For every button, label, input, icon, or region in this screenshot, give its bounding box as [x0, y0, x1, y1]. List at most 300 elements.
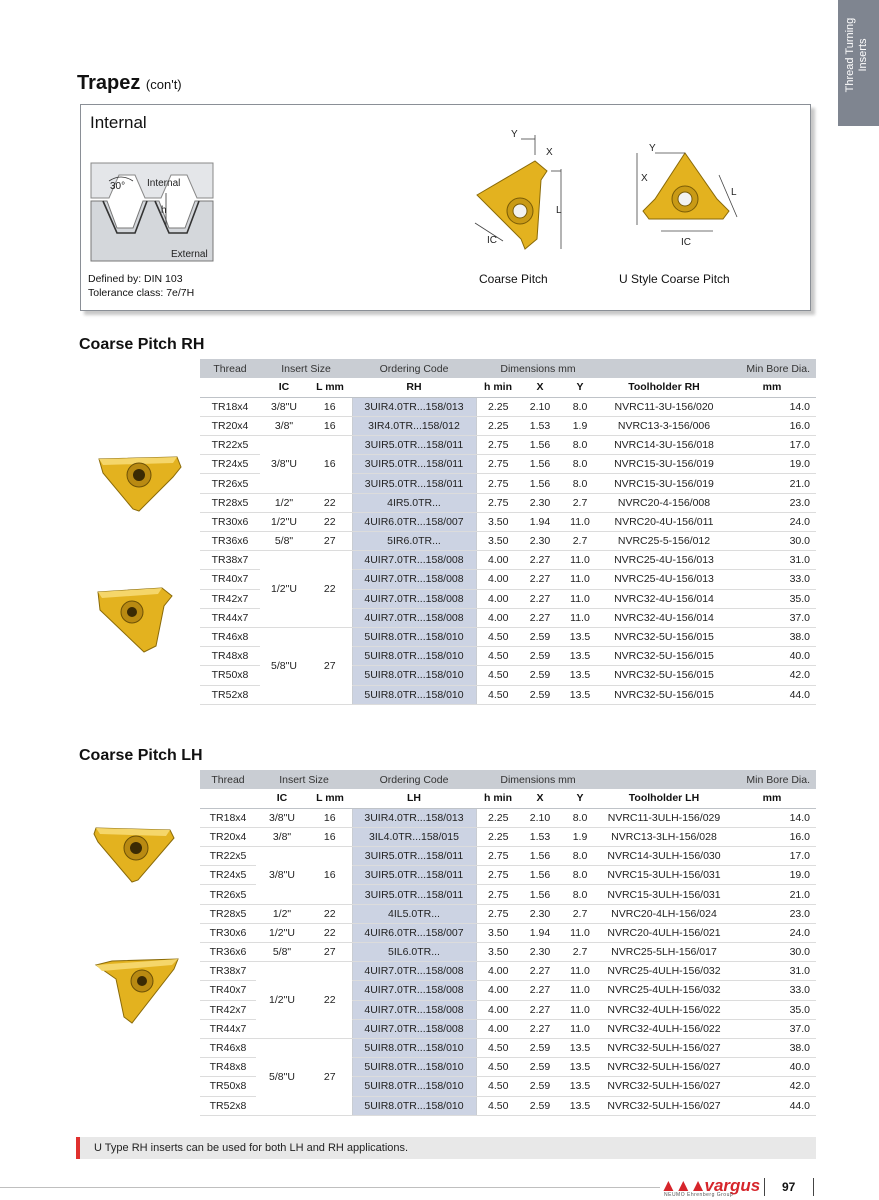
- ordering-code-cell: 4UIR7.0TR...158/008: [352, 1019, 476, 1038]
- h-min-cell: 3.50: [476, 512, 520, 531]
- toolholder-cell: NVRC32-5U-156/015: [600, 627, 728, 646]
- ordering-code-cell: 4UIR6.0TR...158/007: [352, 923, 476, 942]
- toolholder-cell: NVRC20-4ULH-156/021: [600, 923, 728, 942]
- x-cell: 2.30: [520, 493, 560, 512]
- ic-cell: 3/8": [256, 827, 308, 846]
- ordering-code-cell: 5UIR8.0TR...158/010: [352, 666, 476, 685]
- thread-cell: TR40x7: [200, 981, 256, 1000]
- x-cell: 1.56: [520, 866, 560, 885]
- header-thread: Thread: [200, 770, 256, 789]
- x-cell: 2.27: [520, 981, 560, 1000]
- min-bore-cell: 40.0: [728, 647, 816, 666]
- y-cell: 11.0: [560, 923, 600, 942]
- l-cell: 16: [308, 436, 352, 494]
- h-min-cell: 4.00: [476, 981, 520, 1000]
- h-min-cell: 4.50: [476, 1077, 520, 1096]
- y-cell: 11.0: [560, 1019, 600, 1038]
- footer-divider-2: [813, 1178, 814, 1196]
- header-toolholder: Toolholder RH: [600, 378, 728, 397]
- definition-text: [88, 272, 194, 300]
- ordering-code-cell: 5IR6.0TR...: [352, 532, 476, 551]
- page-number: 97: [782, 1180, 796, 1194]
- rh-section-title: Coarse Pitch RH: [79, 336, 205, 353]
- thread-cell: TR38x7: [200, 551, 260, 570]
- coarse-pitch-insert-drawing: [465, 125, 577, 255]
- toolholder-cell: NVRC11-3ULH-156/029: [600, 808, 728, 827]
- ic-cell: 3/8"U: [256, 847, 308, 905]
- thread-cell: TR50x8: [200, 1077, 256, 1096]
- min-bore-cell: 17.0: [728, 847, 816, 866]
- ordering-code-cell: 4IL5.0TR...: [352, 904, 476, 923]
- ordering-code-cell: 4UIR7.0TR...158/008: [352, 1000, 476, 1019]
- thread-cell: TR50x8: [200, 666, 260, 685]
- header-y: Y: [560, 789, 600, 808]
- min-bore-cell: 44.0: [728, 1096, 816, 1115]
- l-cell: 16: [308, 416, 352, 435]
- toolholder-cell: NVRC32-5ULH-156/027: [600, 1058, 728, 1077]
- ic-cell: 5/8": [260, 532, 308, 551]
- toolholder-cell: NVRC32-4U-156/014: [600, 589, 728, 608]
- x-cell: 1.56: [520, 455, 560, 474]
- thread-cell: TR38x7: [200, 962, 256, 981]
- min-bore-cell: 31.0: [728, 962, 816, 981]
- toolholder-cell: NVRC15-3U-156/019: [600, 455, 728, 474]
- internal-panel: [80, 104, 811, 311]
- header-row-1: [200, 770, 816, 789]
- toolholder-cell: NVRC32-5ULH-156/027: [600, 1038, 728, 1057]
- h-min-cell: 4.50: [476, 666, 520, 685]
- h-min-cell: 4.50: [476, 1038, 520, 1057]
- header-l: L mm: [308, 789, 352, 808]
- y-cell: 8.0: [560, 436, 600, 455]
- y-cell: 8.0: [560, 808, 600, 827]
- footnote: U Type RH inserts can be used for both LH and RH applications.: [76, 1137, 816, 1159]
- toolholder-cell: NVRC20-4U-156/011: [600, 512, 728, 531]
- ordering-code-cell: 5IL6.0TR...: [352, 943, 476, 962]
- toolholder-cell: NVRC11-3U-156/020: [600, 397, 728, 416]
- x-cell: 1.94: [520, 923, 560, 942]
- u-dim-y: Y: [649, 143, 656, 154]
- ic-cell: 1/2"U: [256, 923, 308, 942]
- y-cell: 2.7: [560, 493, 600, 512]
- thread-cell: TR30x6: [200, 512, 260, 531]
- x-cell: 2.27: [520, 570, 560, 589]
- min-bore-cell: 38.0: [728, 1038, 816, 1057]
- header-insert-size: Insert Size: [256, 770, 352, 789]
- y-cell: 8.0: [560, 474, 600, 493]
- min-bore-cell: 38.0: [728, 627, 816, 646]
- header-l: L mm: [308, 378, 352, 397]
- ic-cell: 5/8"U: [256, 1038, 308, 1115]
- ordering-code-cell: 3UIR4.0TR...158/013: [352, 808, 476, 827]
- min-bore-cell: 17.0: [728, 436, 816, 455]
- ordering-code-cell: 4UIR6.0TR...158/007: [352, 512, 476, 531]
- toolholder-cell: NVRC32-4ULH-156/022: [600, 1000, 728, 1019]
- y-cell: 11.0: [560, 570, 600, 589]
- min-bore-cell: 35.0: [728, 1000, 816, 1019]
- header-mm: mm: [728, 789, 816, 808]
- title-sub: (con't): [145, 77, 182, 92]
- x-cell: 2.59: [520, 1096, 560, 1115]
- h-min-cell: 2.25: [476, 397, 520, 416]
- min-bore-cell: 42.0: [728, 1077, 816, 1096]
- y-cell: 11.0: [560, 1000, 600, 1019]
- thread-cell: TR44x7: [200, 1019, 256, 1038]
- header-y: Y: [560, 378, 600, 397]
- header-ic: IC: [256, 789, 308, 808]
- ordering-code-cell: 3UIR5.0TR...158/011: [352, 847, 476, 866]
- y-cell: 2.7: [560, 532, 600, 551]
- h-min-cell: 2.75: [476, 885, 520, 904]
- min-bore-cell: 42.0: [728, 666, 816, 685]
- x-cell: 2.10: [520, 397, 560, 416]
- header-blank: [600, 770, 728, 789]
- x-cell: 2.27: [520, 962, 560, 981]
- thread-cell: TR52x8: [200, 685, 260, 704]
- l-cell: 16: [308, 808, 352, 827]
- toolholder-cell: NVRC25-5LH-156/017: [600, 943, 728, 962]
- table-row: [200, 827, 816, 846]
- header-insert-size: Insert Size: [260, 359, 352, 378]
- thread-cell: TR28x5: [200, 904, 256, 923]
- h-min-cell: 2.75: [476, 436, 520, 455]
- ordering-code-cell: 3UIR5.0TR...158/011: [352, 885, 476, 904]
- header-hmin: h min: [476, 789, 520, 808]
- thread-cell: TR26x5: [200, 885, 256, 904]
- l-cell: 16: [308, 847, 352, 905]
- dim-x: X: [546, 147, 553, 158]
- header-toolholder: Toolholder LH: [600, 789, 728, 808]
- y-cell: 11.0: [560, 551, 600, 570]
- ordering-code-cell: 4UIR7.0TR...158/008: [352, 570, 476, 589]
- y-cell: 13.5: [560, 1058, 600, 1077]
- l-cell: 27: [308, 943, 352, 962]
- h-min-cell: 4.00: [476, 1019, 520, 1038]
- internal-label: Internal: [147, 178, 181, 189]
- ic-cell: 3/8"U: [256, 808, 308, 827]
- min-bore-cell: 31.0: [728, 551, 816, 570]
- x-cell: 1.53: [520, 827, 560, 846]
- y-cell: 13.5: [560, 666, 600, 685]
- h-min-cell: 2.75: [476, 455, 520, 474]
- ic-cell: 1/2"U: [256, 962, 308, 1039]
- x-cell: 2.59: [520, 1038, 560, 1057]
- thread-cell: TR18x4: [200, 808, 256, 827]
- y-cell: 13.5: [560, 685, 600, 704]
- thread-cell: TR36x6: [200, 532, 260, 551]
- table-row: [200, 551, 816, 570]
- toolholder-cell: NVRC15-3U-156/019: [600, 474, 728, 493]
- toolholder-cell: NVRC32-5ULH-156/027: [600, 1077, 728, 1096]
- min-bore-cell: 21.0: [728, 474, 816, 493]
- header-row-2: [200, 378, 816, 397]
- header-x: X: [520, 789, 560, 808]
- thread-cell: TR42x7: [200, 1000, 256, 1019]
- min-bore-cell: 30.0: [728, 532, 816, 551]
- dim-ic: IC: [487, 235, 497, 246]
- header-blank: [600, 359, 728, 378]
- thread-cell: TR48x8: [200, 647, 260, 666]
- x-cell: 2.59: [520, 1077, 560, 1096]
- external-label: External: [171, 249, 208, 260]
- thread-cell: TR26x5: [200, 474, 260, 493]
- min-bore-cell: 24.0: [728, 923, 816, 942]
- table-row: [200, 923, 816, 942]
- ordering-code-cell: 5UIR8.0TR...158/010: [352, 1058, 476, 1077]
- table-row: [200, 493, 816, 512]
- header-blank: [200, 789, 256, 808]
- ordering-code-cell: 3UIR5.0TR...158/011: [352, 455, 476, 474]
- lh-section-title: Coarse Pitch LH: [79, 747, 203, 764]
- min-bore-cell: 44.0: [728, 685, 816, 704]
- ordering-code-cell: 4UIR7.0TR...158/008: [352, 589, 476, 608]
- ordering-code-cell: 4UIR7.0TR...158/008: [352, 551, 476, 570]
- y-cell: 11.0: [560, 512, 600, 531]
- ic-cell: 3/8": [260, 416, 308, 435]
- x-cell: 2.30: [520, 904, 560, 923]
- h-min-cell: 4.00: [476, 570, 520, 589]
- ordering-code-cell: 3UIR5.0TR...158/011: [352, 436, 476, 455]
- header-ic: IC: [260, 378, 308, 397]
- h-min-cell: 2.25: [476, 827, 520, 846]
- min-bore-cell: 33.0: [728, 570, 816, 589]
- table-row: [200, 397, 816, 416]
- ic-cell: 1/2"U: [260, 551, 308, 628]
- ordering-code-cell: 5UIR8.0TR...158/010: [352, 685, 476, 704]
- header-row-2: [200, 789, 816, 808]
- footer-divider: [764, 1178, 765, 1196]
- y-cell: 2.7: [560, 904, 600, 923]
- table-row: [200, 512, 816, 531]
- toolholder-cell: NVRC32-5U-156/015: [600, 666, 728, 685]
- y-cell: 1.9: [560, 416, 600, 435]
- toolholder-cell: NVRC32-4U-156/014: [600, 608, 728, 627]
- ordering-code-cell: 4UIR7.0TR...158/008: [352, 608, 476, 627]
- l-cell: 27: [308, 532, 352, 551]
- vargus-logo: ▲▲▲vargus: [660, 1176, 761, 1195]
- toolholder-cell: NVRC25-4ULH-156/032: [600, 962, 728, 981]
- thread-cell: TR48x8: [200, 1058, 256, 1077]
- h-min-cell: 3.50: [476, 532, 520, 551]
- thread-cell: TR46x8: [200, 627, 260, 646]
- u-dim-x: X: [641, 173, 648, 184]
- l-cell: 16: [308, 827, 352, 846]
- min-bore-cell: 21.0: [728, 885, 816, 904]
- toolholder-cell: NVRC25-5-156/012: [600, 532, 728, 551]
- toolholder-cell: NVRC25-4ULH-156/032: [600, 981, 728, 1000]
- ordering-code-cell: 3IL4.0TR...158/015: [352, 827, 476, 846]
- x-cell: 1.53: [520, 416, 560, 435]
- x-cell: 1.94: [520, 512, 560, 531]
- thread-profile-diagram: [89, 153, 215, 263]
- table-row: [200, 1038, 816, 1057]
- toolholder-cell: NVRC32-5U-156/015: [600, 647, 728, 666]
- header-ordering-code: Ordering Code: [352, 359, 476, 378]
- min-bore-cell: 14.0: [728, 808, 816, 827]
- header-dimensions: Dimensions mm: [476, 770, 600, 789]
- footer-line: [0, 1187, 660, 1188]
- min-bore-cell: 23.0: [728, 493, 816, 512]
- table-row: [200, 532, 816, 551]
- toolholder-cell: NVRC14-3ULH-156/030: [600, 847, 728, 866]
- lh-table: [200, 770, 816, 1116]
- u-style-insert-drawing: [629, 139, 741, 251]
- thread-cell: TR28x5: [200, 493, 260, 512]
- angle-label: 30°: [110, 181, 126, 192]
- min-bore-cell: 19.0: [728, 455, 816, 474]
- h-label: h: [161, 205, 167, 216]
- h-min-cell: 2.25: [476, 416, 520, 435]
- x-cell: 2.27: [520, 1019, 560, 1038]
- table-row: [200, 847, 816, 866]
- x-cell: 2.30: [520, 943, 560, 962]
- x-cell: 1.56: [520, 847, 560, 866]
- header-min-bore: Min Bore Dia.: [728, 770, 816, 789]
- thread-cell: TR18x4: [200, 397, 260, 416]
- toolholder-cell: NVRC20-4-156/008: [600, 493, 728, 512]
- y-cell: 2.7: [560, 943, 600, 962]
- ic-cell: 3/8"U: [260, 397, 308, 416]
- thread-cell: TR40x7: [200, 570, 260, 589]
- h-min-cell: 2.25: [476, 808, 520, 827]
- ic-cell: 5/8"U: [260, 627, 308, 704]
- rh-insert-icon-2: [92, 584, 177, 654]
- l-cell: 22: [308, 551, 352, 628]
- table-row: [200, 436, 816, 455]
- ordering-code-cell: 4IR5.0TR...: [352, 493, 476, 512]
- l-cell: 22: [308, 512, 352, 531]
- header-mm: mm: [728, 378, 816, 397]
- x-cell: 2.59: [520, 685, 560, 704]
- header-code: RH: [352, 378, 476, 397]
- y-cell: 1.9: [560, 827, 600, 846]
- header-min-bore: Min Bore Dia.: [728, 359, 816, 378]
- l-cell: 16: [308, 397, 352, 416]
- y-cell: 13.5: [560, 647, 600, 666]
- x-cell: 2.27: [520, 551, 560, 570]
- x-cell: 2.59: [520, 627, 560, 646]
- h-min-cell: 2.75: [476, 474, 520, 493]
- thread-cell: TR22x5: [200, 847, 256, 866]
- min-bore-cell: 35.0: [728, 589, 816, 608]
- min-bore-cell: 30.0: [728, 943, 816, 962]
- ordering-code-cell: 5UIR8.0TR...158/010: [352, 1038, 476, 1057]
- ordering-code-cell: 4UIR7.0TR...158/008: [352, 962, 476, 981]
- h-min-cell: 4.50: [476, 685, 520, 704]
- h-min-cell: 4.50: [476, 647, 520, 666]
- x-cell: 1.56: [520, 885, 560, 904]
- h-min-cell: 2.75: [476, 904, 520, 923]
- toolholder-cell: NVRC13-3-156/006: [600, 416, 728, 435]
- ordering-code-cell: 5UIR8.0TR...158/010: [352, 647, 476, 666]
- min-bore-cell: 16.0: [728, 827, 816, 846]
- table-row: [200, 808, 816, 827]
- x-cell: 1.56: [520, 436, 560, 455]
- thread-cell: TR20x4: [200, 416, 260, 435]
- h-min-cell: 2.75: [476, 866, 520, 885]
- ic-cell: 1/2"U: [260, 512, 308, 531]
- min-bore-cell: 23.0: [728, 904, 816, 923]
- lh-insert-icon-1: [92, 822, 177, 884]
- rh-table: [200, 359, 816, 705]
- l-cell: 22: [308, 493, 352, 512]
- h-min-cell: 4.00: [476, 1000, 520, 1019]
- table-row: [200, 627, 816, 646]
- min-bore-cell: 14.0: [728, 397, 816, 416]
- defined-by: Defined by: DIN 103: [88, 273, 183, 285]
- h-min-cell: 3.50: [476, 943, 520, 962]
- page-title: [77, 72, 182, 95]
- min-bore-cell: 37.0: [728, 1019, 816, 1038]
- dim-y: Y: [511, 129, 518, 140]
- brand-name: vargus: [704, 1176, 761, 1195]
- ordering-code-cell: 3UIR5.0TR...158/011: [352, 866, 476, 885]
- ordering-code-cell: 3UIR5.0TR...158/011: [352, 474, 476, 493]
- header-dimensions: Dimensions mm: [476, 359, 600, 378]
- y-cell: 8.0: [560, 885, 600, 904]
- table-row: [200, 943, 816, 962]
- rh-insert-icon-1: [95, 449, 185, 514]
- toolholder-cell: NVRC14-3U-156/018: [600, 436, 728, 455]
- x-cell: 2.27: [520, 589, 560, 608]
- y-cell: 11.0: [560, 981, 600, 1000]
- toolholder-cell: NVRC15-3ULH-156/031: [600, 885, 728, 904]
- toolholder-cell: NVRC20-4LH-156/024: [600, 904, 728, 923]
- thread-cell: TR42x7: [200, 589, 260, 608]
- x-cell: 1.56: [520, 474, 560, 493]
- toolholder-cell: NVRC15-3ULH-156/031: [600, 866, 728, 885]
- thread-cell: TR20x4: [200, 827, 256, 846]
- header-hmin: h min: [476, 378, 520, 397]
- h-min-cell: 2.75: [476, 493, 520, 512]
- toolholder-cell: NVRC32-4ULH-156/022: [600, 1019, 728, 1038]
- y-cell: 13.5: [560, 1038, 600, 1057]
- table-row: [200, 416, 816, 435]
- ordering-code-cell: 4UIR7.0TR...158/008: [352, 981, 476, 1000]
- h-min-cell: 4.00: [476, 551, 520, 570]
- header-blank: [200, 378, 260, 397]
- l-cell: 27: [308, 627, 352, 704]
- header-code: LH: [352, 789, 476, 808]
- min-bore-cell: 40.0: [728, 1058, 816, 1077]
- x-cell: 2.59: [520, 1058, 560, 1077]
- thread-cell: TR52x8: [200, 1096, 256, 1115]
- thread-cell: TR22x5: [200, 436, 260, 455]
- ordering-code-cell: 3UIR4.0TR...158/013: [352, 397, 476, 416]
- ordering-code-cell: 5UIR8.0TR...158/010: [352, 1096, 476, 1115]
- brand-sub: NEUMO Ehrenberg Group: [664, 1192, 734, 1198]
- y-cell: 11.0: [560, 608, 600, 627]
- toolholder-cell: NVRC25-4U-156/013: [600, 570, 728, 589]
- toolholder-cell: NVRC13-3LH-156/028: [600, 827, 728, 846]
- toolholder-cell: NVRC25-4U-156/013: [600, 551, 728, 570]
- y-cell: 13.5: [560, 627, 600, 646]
- y-cell: 11.0: [560, 962, 600, 981]
- thread-cell: TR44x7: [200, 608, 260, 627]
- y-cell: 13.5: [560, 1096, 600, 1115]
- ic-cell: 1/2": [256, 904, 308, 923]
- toolholder-cell: NVRC32-5ULH-156/027: [600, 1096, 728, 1115]
- thread-cell: TR36x6: [200, 943, 256, 962]
- y-cell: 13.5: [560, 1077, 600, 1096]
- ic-cell: 1/2": [260, 493, 308, 512]
- side-tab: [838, 0, 879, 126]
- ordering-code-cell: 3IR4.0TR...158/012: [352, 416, 476, 435]
- l-cell: 22: [308, 962, 352, 1039]
- l-cell: 22: [308, 904, 352, 923]
- ic-cell: 3/8"U: [260, 436, 308, 494]
- thread-cell: TR24x5: [200, 455, 260, 474]
